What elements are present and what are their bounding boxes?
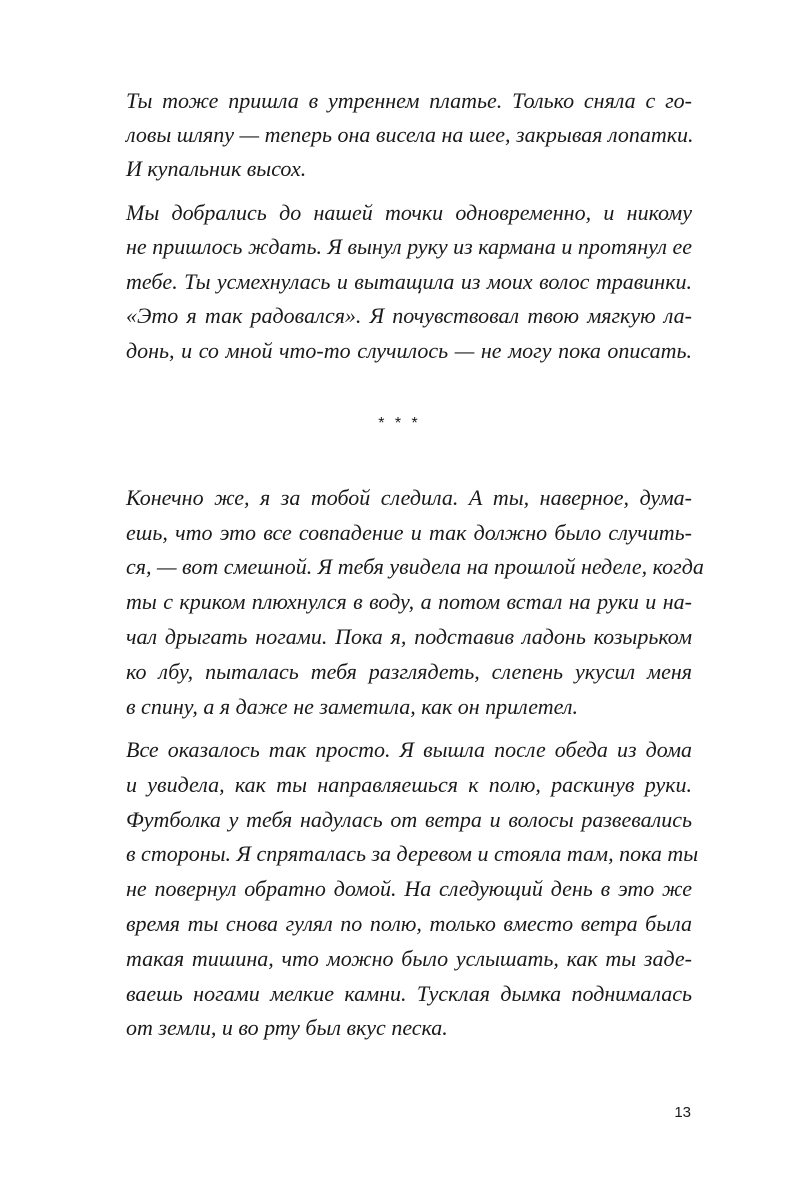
page-number: 13: [674, 1104, 691, 1121]
text-line: Футболка у тебя надулась от ветра и волосы развевались: [126, 807, 692, 832]
text-line: не повернул обратно домой. На следующий день в это же: [126, 876, 692, 901]
text-line: донь, и со мной что-то случилось — не могу пока описать.: [126, 338, 692, 363]
section-separator: * * *: [378, 415, 421, 432]
text-line: Мы добрались до нашей точки одновременно, и никому: [126, 200, 692, 225]
text-line: такая тишина, что можно было услышать, как ты заде-: [126, 946, 692, 971]
text-line: чал дрыгать ногами. Пока я, подставив ладонь козырьком: [126, 624, 692, 649]
text-line: ты с криком плюхнулся в воду, а потом встал на руки и на-: [126, 589, 692, 614]
text-line: не пришлось ждать. Я вынул руку из кармана и протянул ее: [126, 234, 692, 259]
text-line: ся, — вот смешной. Я тебя увидела на прошлой неделе, когда: [126, 554, 704, 579]
text-line: время ты снова гулял по полю, только вместо ветра была: [126, 911, 692, 936]
text-line: ваешь ногами мелкие камни. Тусклая дымка поднималась: [126, 981, 692, 1006]
text-line: Конечно же, я за тобой следила. А ты, наверное, дума-: [126, 485, 692, 510]
text-line: Все оказалось так просто. Я вышла после обеда из дома: [126, 737, 692, 762]
text-line: и увидела, как ты направляешься к полю, раскинув руки.: [126, 772, 692, 797]
text-line: от земли, и во рту был вкус песка.: [126, 1015, 448, 1040]
text-line: тебе. Ты усмехнулась и вытащила из моих волос травинки.: [126, 269, 692, 294]
text-line: И купальник высох.: [126, 156, 307, 181]
text-line: ешь, что это все совпадение и так должно было случить-: [126, 520, 692, 545]
text-line: в спину, а я даже не заметила, как он прилетел.: [126, 694, 578, 719]
text-line: Ты тоже пришла в утреннем платье. Только сняла с го-: [126, 88, 692, 113]
text-line: ко лбу, пыталась тебя разглядеть, слепень укусил меня: [126, 659, 692, 684]
text-line: в стороны. Я спряталась за деревом и стояла там, пока ты: [126, 841, 699, 866]
text-line: ловы шляпу — теперь она висела на шее, закрывая лопатки.: [126, 122, 694, 147]
text-line: «Это я так радовался». Я почувствовал твою мягкую ла-: [126, 303, 692, 328]
